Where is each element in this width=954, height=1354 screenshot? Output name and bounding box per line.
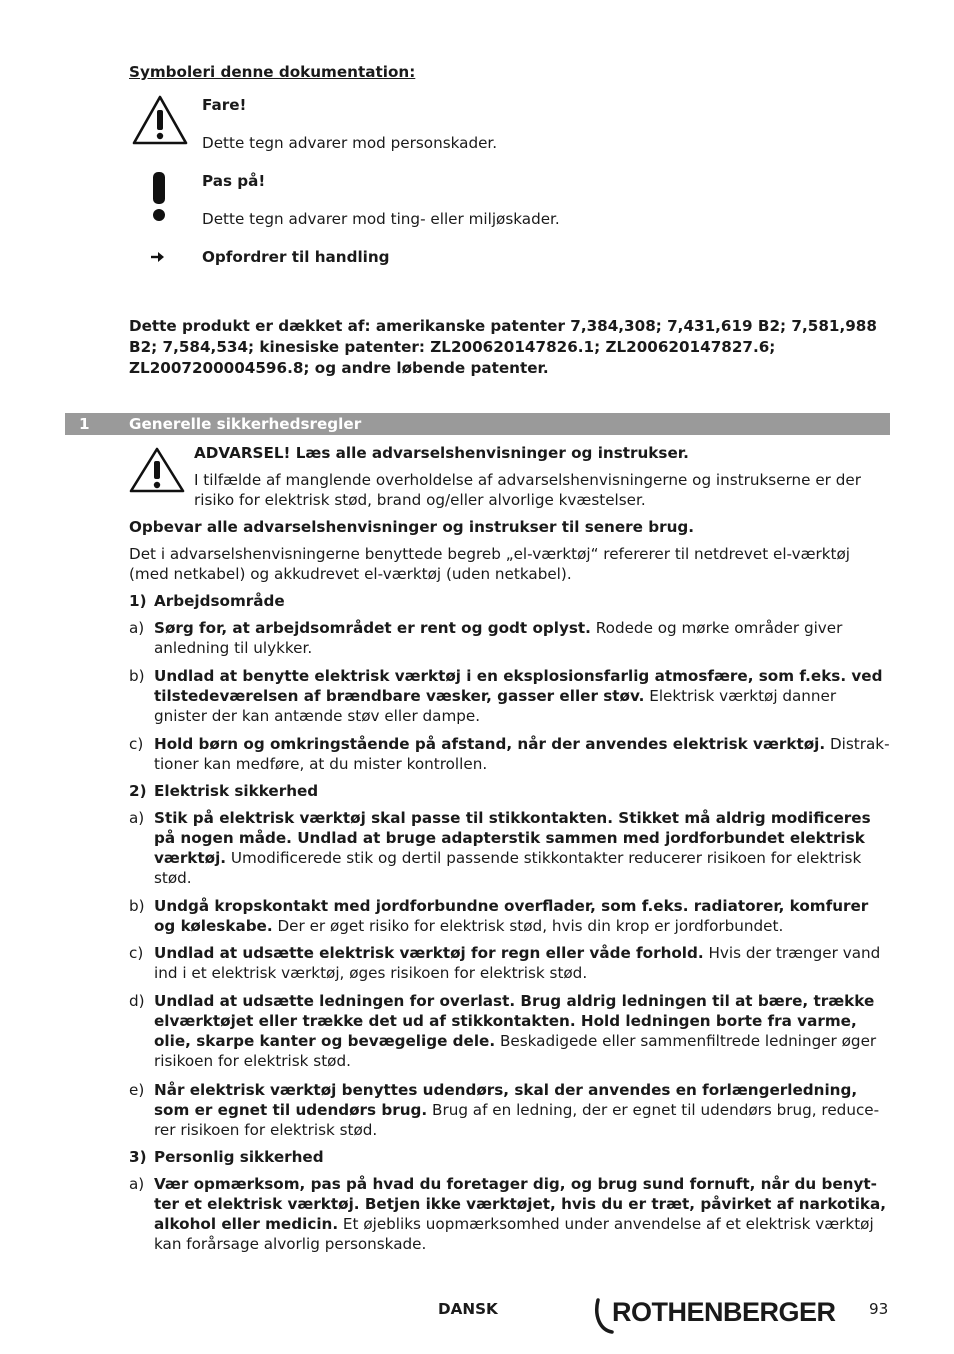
list-item: a) Vær opmærksom, pas på hvad du foretager dig, og brug sund fornuft, når du benyt-ter et elektrisk værktøj. Betjen ikke værktøjet, hvis du er træt, påvirket af narkotika, alkohol eller medicin. Et øjebliks uopmærksomhed under anvendelse af et elektrisk værktøj kan forårsage alvorlig personskade. bbox=[129, 1175, 887, 1253]
list-item: e) Når elektrisk værktøj benyttes udendørs, skal der anvendes en forlængerledning, som er egnet til udendørs brug. Brug af en ledning, der er egnet til udendørs brug, reduce-rer risikoen for elektrisk stød. bbox=[129, 1081, 880, 1139]
keep-instructions: Opbevar alle advarselshenvisninger og instrukser til senere brug. bbox=[129, 518, 695, 536]
arrow-right-icon bbox=[150, 250, 166, 264]
patents-text: Dette produkt er dækket af: amerikanske patenter 7,384,308; 7,431,619 B2; 7,581,988 B2; 7,584,534; kinesiske patenter: ZL200620147826.1; ZL200620147827.6; ZL2007200004596.8; og andre løbende patenter. bbox=[129, 317, 877, 377]
list-item: c) Undlad at udsætte elektrisk værktøj for regn eller våde forhold. Hvis der trænger vand ind i et elektrisk værktøj, øges risikoen for elektrisk stød. bbox=[129, 944, 881, 982]
caution-exclamation-icon bbox=[148, 170, 170, 224]
group-heading-personal-safety: 3) Personlig sikkerhed bbox=[129, 1148, 324, 1166]
list-item: c) Hold børn og omkringstående på afstand, når der anvendes elektrisk værktøj. Distrak-tioner kan medføre, at du mister kontrollen. bbox=[129, 735, 890, 773]
caution-text: Dette tegn advarer mod ting- eller miljøskader. bbox=[202, 210, 560, 228]
list-item: b) Undlad at benytte elektrisk værktøj i en eksplosionsfarlig atmosfære, som f.eks. ved tilstedeværelsen af brændbare væsker, gasser eller støv. Elektrisk værktøj danner gnister der kan antænde støv eller dampe. bbox=[129, 667, 883, 725]
symbols-title: Symboleri denne dokumentation: bbox=[129, 63, 416, 81]
warning-heading: ADVARSEL! Læs alle advarselshenvisninger og instrukser. bbox=[194, 444, 689, 462]
section-number: 1 bbox=[79, 415, 90, 433]
group-heading-work-area: 1) Arbejdsområde bbox=[129, 592, 285, 610]
page-number: 93 bbox=[869, 1300, 889, 1318]
list-item: b) Undgå kropskontakt med jordforbundne overflader, som f.eks. radiatorer, komfurer og køleskabe. Der er øget risiko for elektrisk stød, hvis din krop er jordforbundet. bbox=[129, 897, 869, 935]
footer-language: DANSK bbox=[438, 1300, 498, 1318]
danger-label: Fare! bbox=[202, 96, 247, 114]
warning-triangle-icon bbox=[128, 446, 186, 494]
section-header bbox=[65, 413, 890, 435]
brand-swoosh-icon bbox=[594, 1296, 614, 1336]
list-item: a) Sørg for, at arbejdsområdet er rent og godt oplyst. Rodede og mørke områder giver anledning til ulykker. bbox=[129, 619, 843, 657]
list-item: d) Undlad at udsætte ledningen for overlast. Brug aldrig ledningen til at bære, trække elværktøjet eller trække det ud af stikkontakten. Hold ledningen borte fra varme, olie, skarpe kanter og bevægelige dele. Beskadigede eller sammenfiltrede ledninger øger risikoen for elektrisk stød. bbox=[129, 992, 877, 1070]
action-label: Opfordrer til handling bbox=[202, 248, 390, 266]
list-item: a) Stik på elektrisk værktøj skal passe til stikkontakten. Stikket må aldrig modificeres på nogen måde. Undlad at bruge adapterstik sammen med jordforbundet elektrisk værktøj. Umodificerede stik og dertil passende stikkontakter reducerer risikoen for elektrisk stød. bbox=[129, 809, 871, 887]
intro-text: Det i advarselshenvisningerne benyttede begreb „el-værktøj“ refererer til netdrevet el-værktøj (med netkabel) og akkudrevet el-værktøj (uden netkabel). bbox=[129, 545, 851, 583]
section-title: Generelle sikkerhedsregler bbox=[129, 415, 362, 433]
brand-logo: ROTHENBERGER bbox=[612, 1297, 836, 1327]
caution-label: Pas på! bbox=[202, 172, 266, 190]
group-heading-electrical-safety: 2) Elektrisk sikkerhed bbox=[129, 782, 319, 800]
warning-text: I tilfælde af manglende overholdelse af advarselshenvisningerne og instrukserne er der risiko for elektrisk stød, brand og/eller alvorlige kvæstelser. bbox=[194, 471, 861, 509]
danger-text: Dette tegn advarer mod personskader. bbox=[202, 134, 498, 152]
danger-triangle-icon bbox=[131, 94, 189, 146]
